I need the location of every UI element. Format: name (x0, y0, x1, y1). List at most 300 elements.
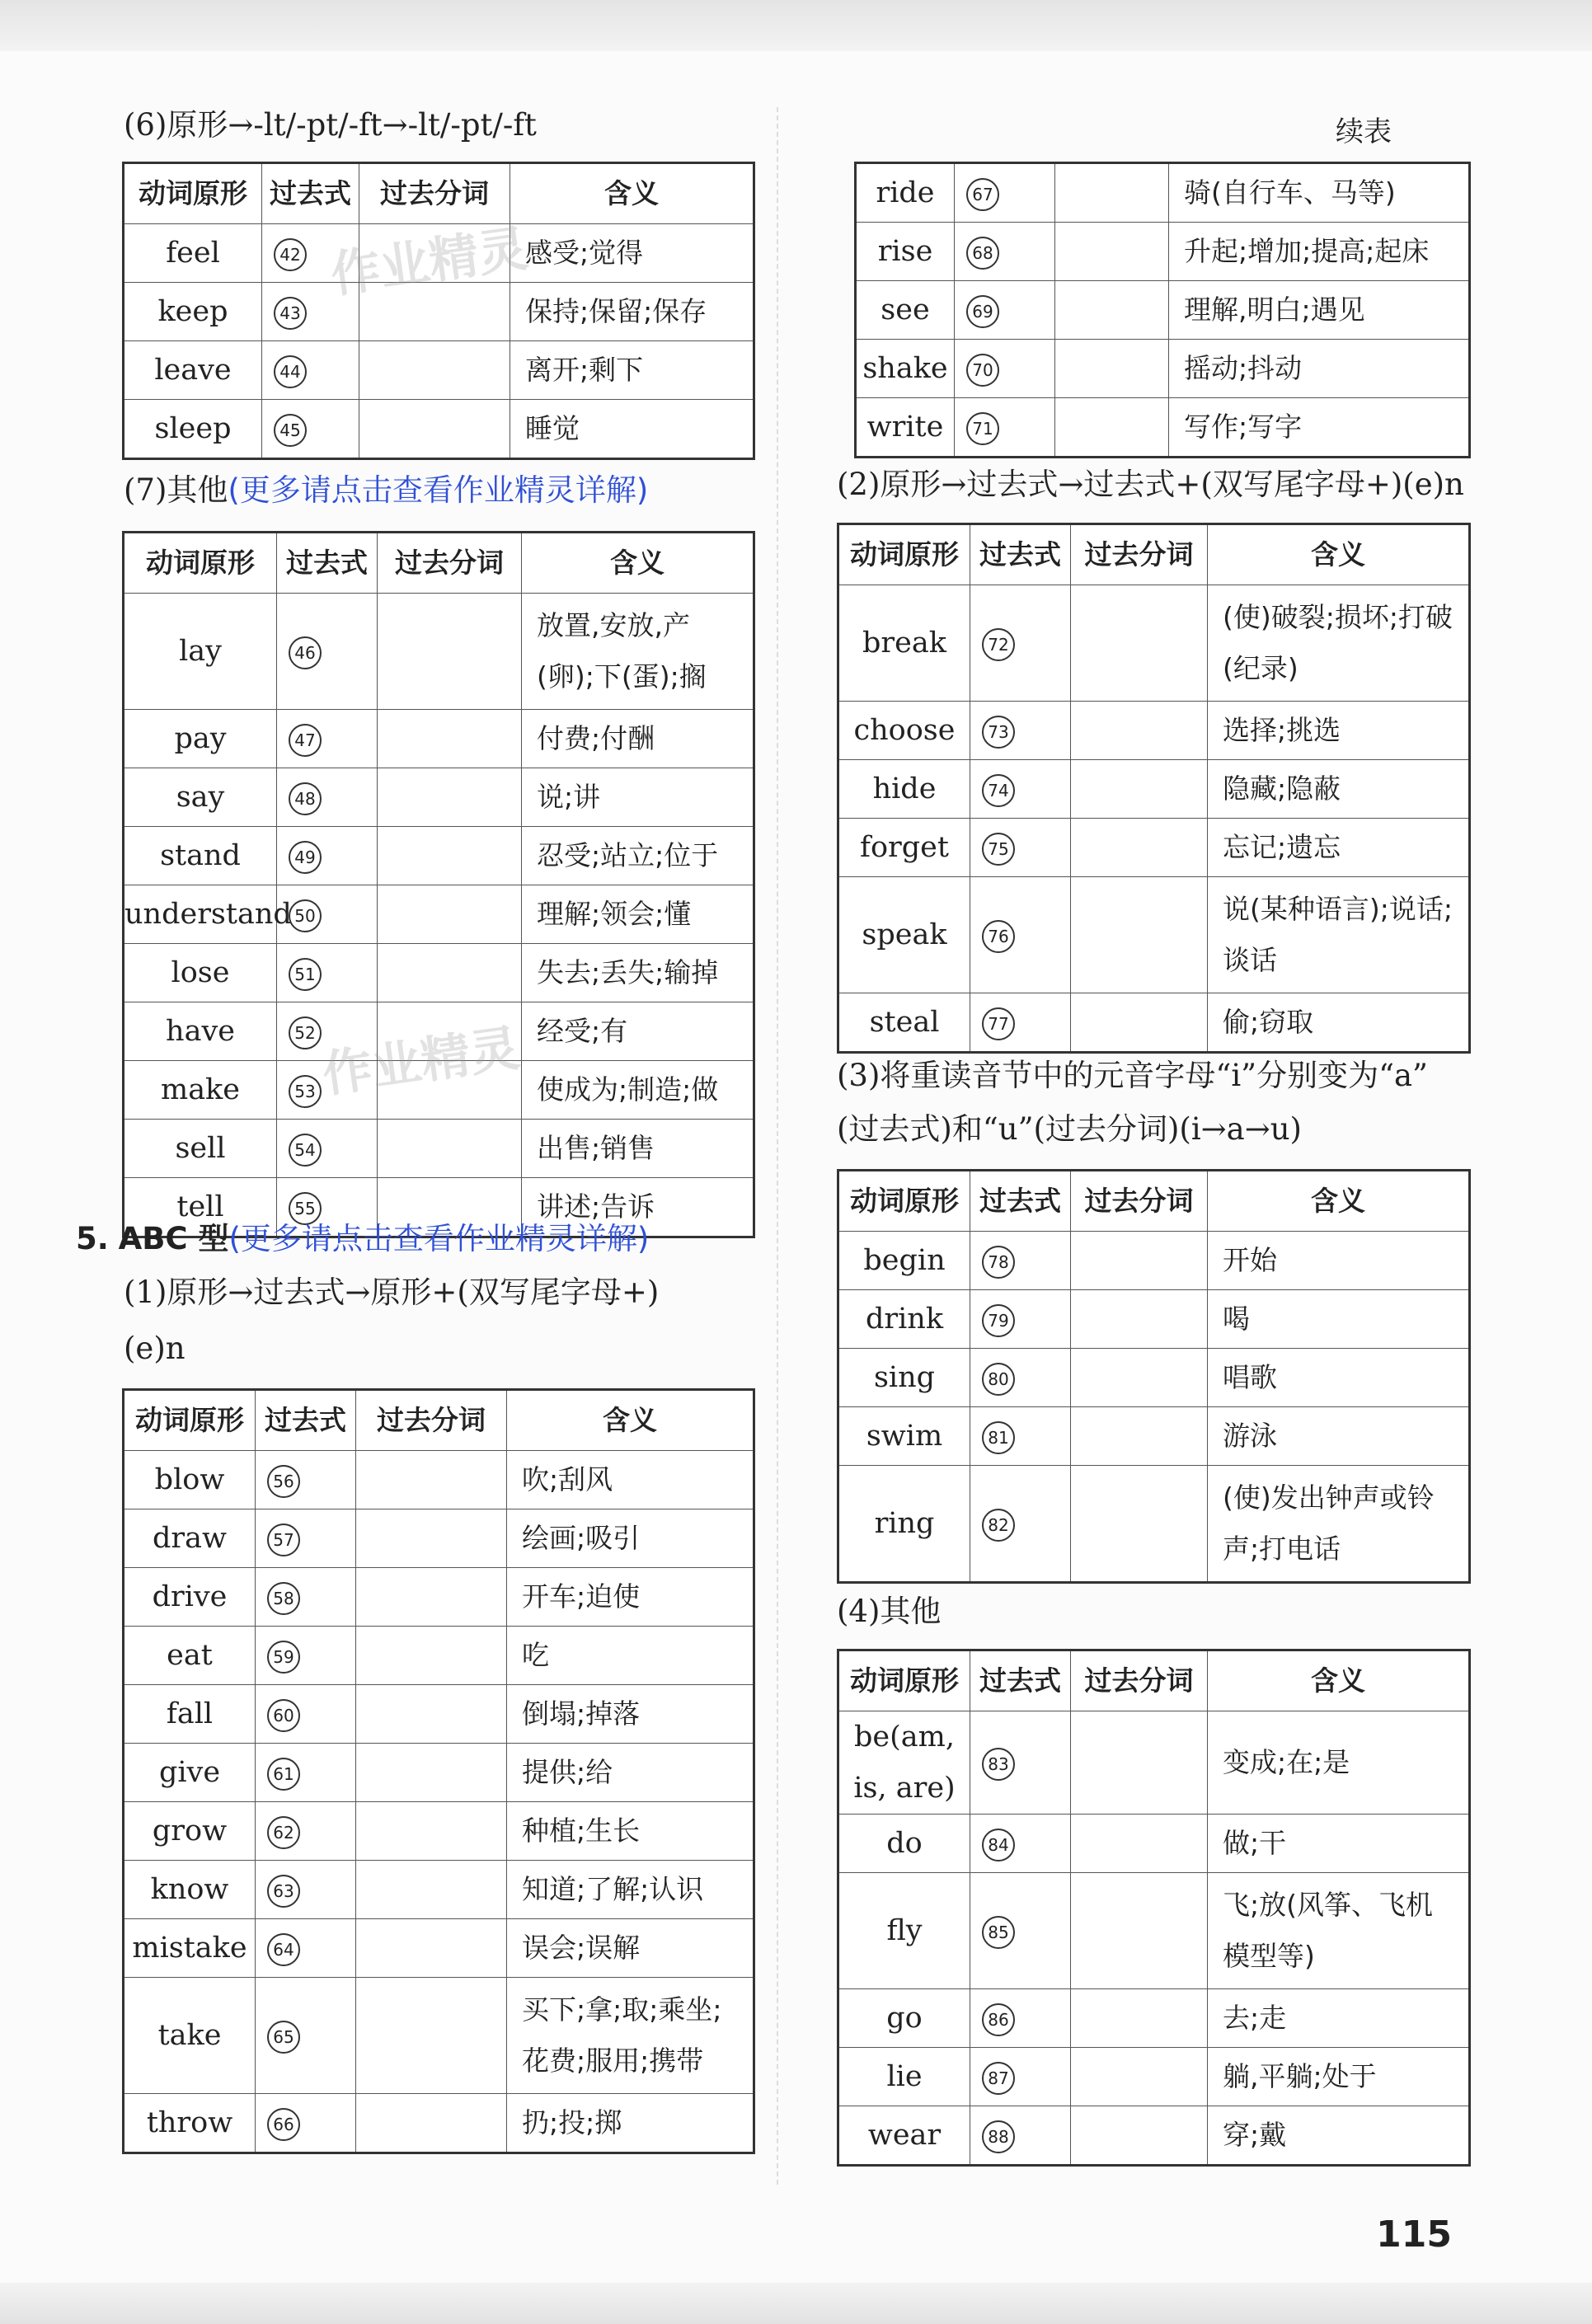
past-tense-blank[interactable] (955, 223, 1055, 281)
verb-cell: keep (124, 283, 262, 341)
verb-cell: blow (124, 1451, 256, 1509)
header-past-participle: 过去分词 (1071, 524, 1208, 585)
table-row (124, 827, 754, 885)
past-participle-blank[interactable] (359, 341, 510, 400)
table-row (124, 1568, 754, 1627)
verb-cell: ring (838, 1466, 970, 1583)
meaning-cell: 提供;给 (507, 1744, 754, 1802)
past-participle-blank[interactable] (356, 1802, 507, 1861)
blank-number: 62 (267, 1816, 300, 1849)
verb-cell: begin (838, 1232, 970, 1290)
verb-cell: speak (838, 877, 970, 993)
past-participle-blank[interactable] (378, 944, 522, 1002)
past-tense-blank[interactable] (955, 163, 1055, 223)
verb-cell: choose (838, 702, 970, 760)
past-participle-blank[interactable] (359, 400, 510, 459)
past-tense-blank[interactable] (256, 1802, 356, 1861)
verb-cell: lose (124, 944, 277, 1002)
sub3-title-line2: (过去式)和“u”(过去分词)(i→a→u) (837, 1111, 1302, 1147)
past-participle-blank[interactable] (356, 1509, 507, 1568)
meaning-cell: 偷;窃取 (1208, 993, 1470, 1053)
verb-cell: ride (856, 163, 955, 223)
blank-number: 71 (966, 412, 999, 445)
verb-cell: throw (124, 2094, 256, 2153)
meaning-cell: 吃 (507, 1627, 754, 1685)
past-participle-blank[interactable] (1071, 585, 1208, 702)
header-verb: 动词原形 (838, 524, 970, 585)
past-participle-blank[interactable] (1071, 877, 1208, 993)
blank-number: 46 (289, 636, 322, 669)
table-row (838, 1989, 1470, 2048)
header-past-participle: 过去分词 (359, 163, 510, 224)
table-5-2 (837, 523, 1471, 1054)
blank-number: 87 (982, 2062, 1015, 2095)
past-participle-blank[interactable] (356, 1685, 507, 1744)
blank-number: 60 (267, 1699, 300, 1732)
past-tense-blank[interactable] (277, 827, 378, 885)
table-row (124, 1978, 754, 2094)
header-meaning: 含义 (510, 163, 754, 224)
meaning-cell: 忘记;遗忘 (1208, 819, 1470, 877)
table-row (124, 1509, 754, 1568)
blank-number: 85 (982, 1916, 1015, 1949)
past-participle-blank[interactable] (356, 1978, 507, 2094)
sub4-title: (4)其他 (837, 1594, 942, 1629)
sub1-title-line1: (1)原形→过去式→原形+(双写尾字母+) (124, 1275, 660, 1310)
header-verb: 动词原形 (838, 1650, 970, 1711)
blank-number: 52 (289, 1016, 322, 1049)
verb-cell: grow (124, 1802, 256, 1861)
verb-cell: lie (838, 2048, 970, 2106)
header-meaning: 含义 (1208, 524, 1470, 585)
blank-number: 88 (982, 2120, 1015, 2153)
past-tense-blank[interactable] (277, 1120, 378, 1178)
header-verb: 动词原形 (124, 163, 262, 224)
blank-number: 84 (982, 1829, 1015, 1862)
header-past-participle: 过去分词 (1071, 1650, 1208, 1711)
table-row (856, 223, 1470, 281)
past-participle-blank[interactable] (1055, 163, 1169, 223)
section-5-detail-link[interactable]: (更多请点击查看作业精灵详解) (228, 1221, 650, 1256)
meaning-cell: 喝 (1208, 1290, 1470, 1349)
blank-number: 65 (267, 2021, 300, 2054)
table-row (124, 710, 754, 768)
blank-number: 81 (982, 1421, 1015, 1454)
blank-number: 54 (289, 1134, 322, 1167)
meaning-cell: 开车;迫使 (507, 1568, 754, 1627)
verb-cell: leave (124, 341, 262, 400)
meaning-cell: 经受;有 (522, 1002, 754, 1061)
table-row (838, 877, 1470, 993)
past-participle-blank[interactable] (356, 1744, 507, 1802)
past-participle-blank[interactable] (1071, 2048, 1208, 2106)
table-row (856, 163, 1470, 223)
meaning-cell: 去;走 (1208, 1989, 1470, 2048)
past-tense-blank[interactable] (256, 1861, 356, 1919)
header-past: 过去式 (970, 1650, 1071, 1711)
meaning-cell: 骑(自行车、马等) (1169, 163, 1470, 223)
table-row (124, 594, 754, 710)
scan-bottom-band (0, 2283, 1592, 2324)
meaning-cell: 躺,平躺;处于 (1208, 2048, 1470, 2106)
past-participle-blank[interactable] (1055, 398, 1169, 458)
table-header-row (838, 1171, 1470, 1232)
verb-cell: say (124, 768, 277, 827)
watermark-1: 作业精灵 (326, 219, 532, 305)
table-row (124, 1919, 754, 1978)
sub2-title: (2)原形→过去式→过去式+(双写尾字母+)(e)n (837, 467, 1464, 502)
blank-number: 74 (982, 774, 1015, 807)
header-past-participle: 过去分词 (356, 1390, 507, 1451)
verb-cell: sell (124, 1120, 277, 1178)
table-row (838, 585, 1470, 702)
meaning-cell: 吹;刮风 (507, 1451, 754, 1509)
meaning-cell: 倒塌;掉落 (507, 1685, 754, 1744)
blank-number: 56 (267, 1465, 300, 1498)
past-tense-blank[interactable] (277, 768, 378, 827)
past-participle-blank[interactable] (1071, 702, 1208, 760)
past-participle-blank[interactable] (1071, 1407, 1208, 1466)
blank-number: 77 (982, 1007, 1015, 1040)
blank-number: 51 (289, 958, 322, 991)
blank-number: 79 (982, 1304, 1015, 1337)
meaning-cell: 付费;付酬 (522, 710, 754, 768)
meaning-cell: 种植;生长 (507, 1802, 754, 1861)
verb-cell: be(am, is, are) (838, 1711, 970, 1815)
past-tense-blank[interactable] (955, 340, 1055, 398)
meaning-cell: 理解;领会;懂 (522, 885, 754, 944)
table-row (124, 944, 754, 1002)
verb-cell: steal (838, 993, 970, 1053)
verb-cell: break (838, 585, 970, 702)
past-participle-blank[interactable] (378, 594, 522, 710)
table-row (838, 1815, 1470, 1873)
past-tense-blank[interactable] (256, 1744, 356, 1802)
past-participle-blank[interactable] (378, 768, 522, 827)
verb-cell: do (838, 1815, 970, 1873)
blank-number: 64 (267, 1933, 300, 1966)
header-meaning: 含义 (1208, 1171, 1470, 1232)
table-row (124, 2094, 754, 2153)
table-row (856, 281, 1470, 340)
table-row (124, 400, 754, 459)
verb-cell: fly (838, 1873, 970, 1989)
past-tense-blank[interactable] (256, 1627, 356, 1685)
past-tense-blank[interactable] (970, 1232, 1071, 1290)
meaning-cell: 写作;写字 (1169, 398, 1470, 458)
blank-number: 69 (966, 295, 999, 328)
table-row (838, 760, 1470, 819)
section-5-title: ABC 型 (118, 1221, 229, 1256)
meaning-cell: 知道;了解;认识 (507, 1861, 754, 1919)
table-row (856, 340, 1470, 398)
past-participle-blank[interactable] (378, 710, 522, 768)
meaning-cell: 放置,安放,产(卵);下(蛋);搁 (522, 594, 754, 710)
past-tense-blank[interactable] (256, 1509, 356, 1568)
table-6 (122, 162, 755, 460)
past-tense-blank[interactable] (277, 710, 378, 768)
verb-cell: pay (124, 710, 277, 768)
past-tense-blank[interactable] (970, 1290, 1071, 1349)
verb-cell: tell (124, 1178, 277, 1237)
meaning-cell: 飞;放(风筝、飞机模型等) (1208, 1873, 1470, 1989)
table-header-row (124, 533, 754, 594)
past-tense-blank[interactable] (970, 2106, 1071, 2166)
verb-cell: make (124, 1061, 277, 1120)
verb-cell: write (856, 398, 955, 458)
past-tense-blank[interactable] (970, 877, 1071, 993)
verb-cell: lay (124, 594, 277, 710)
past-participle-blank[interactable] (378, 885, 522, 944)
past-participle-blank[interactable] (1071, 1466, 1208, 1583)
blank-number: 55 (289, 1192, 322, 1225)
meaning-cell: 唱歌 (1208, 1349, 1470, 1407)
verb-cell: hide (838, 760, 970, 819)
blank-number: 67 (966, 178, 999, 211)
header-past: 过去式 (970, 1171, 1071, 1232)
verb-cell: drink (838, 1290, 970, 1349)
meaning-cell: 选择;挑选 (1208, 702, 1470, 760)
verb-cell: shake (856, 340, 955, 398)
blank-number: 76 (982, 920, 1015, 953)
table-row (856, 398, 1470, 458)
past-participle-blank[interactable] (356, 1568, 507, 1627)
sub1-title-line2: (e)n (124, 1331, 185, 1366)
verb-cell: know (124, 1861, 256, 1919)
table-5-4 (837, 1649, 1471, 2167)
continued-label: 续表 (1336, 115, 1392, 148)
past-tense-blank[interactable] (970, 993, 1071, 1053)
blank-number: 68 (966, 237, 999, 270)
verb-cell: stand (124, 827, 277, 885)
header-verb: 动词原形 (124, 533, 277, 594)
section-6-title: (6)原形→-lt/-pt/-ft→-lt/-pt/-ft (124, 107, 537, 143)
table-row (124, 1802, 754, 1861)
table-row (838, 1407, 1470, 1466)
past-tense-blank[interactable] (277, 944, 378, 1002)
blank-number: 78 (982, 1246, 1015, 1279)
blank-number: 66 (267, 2108, 300, 2141)
blank-number: 49 (289, 841, 322, 874)
blank-number: 63 (267, 1875, 300, 1908)
meaning-cell: 使成为;制造;做 (522, 1061, 754, 1120)
past-participle-blank[interactable] (1055, 281, 1169, 340)
verb-cell: wear (838, 2106, 970, 2166)
meaning-cell: 保持;保留;保存 (510, 283, 754, 341)
header-past-participle: 过去分词 (378, 533, 522, 594)
scan-top-band (0, 0, 1592, 51)
past-participle-blank[interactable] (1071, 1989, 1208, 2048)
blank-number: 42 (274, 238, 307, 271)
header-past: 过去式 (277, 533, 378, 594)
blank-number: 48 (289, 782, 322, 815)
section-7-detail-link[interactable]: (更多请点击查看作业精灵详解) (228, 472, 649, 508)
past-tense-blank[interactable] (970, 2048, 1071, 2106)
meaning-cell: 离开;剩下 (510, 341, 754, 400)
past-tense-blank[interactable] (970, 760, 1071, 819)
past-participle-blank[interactable] (1071, 1873, 1208, 1989)
table-header-row (124, 1390, 754, 1451)
verb-cell: drive (124, 1568, 256, 1627)
blank-number: 80 (982, 1363, 1015, 1396)
verb-cell: see (856, 281, 955, 340)
past-tense-blank[interactable] (256, 1568, 356, 1627)
past-tense-blank[interactable] (262, 400, 359, 459)
past-participle-blank[interactable] (356, 2094, 507, 2153)
past-participle-blank[interactable] (1071, 2106, 1208, 2166)
blank-number: 70 (966, 354, 999, 387)
blank-number: 86 (982, 2003, 1015, 2036)
header-meaning: 含义 (507, 1390, 754, 1451)
past-tense-blank[interactable] (256, 1685, 356, 1744)
blank-number: 75 (982, 833, 1015, 866)
verb-cell: give (124, 1744, 256, 1802)
table-header-row (838, 1650, 1470, 1711)
past-tense-blank[interactable] (970, 585, 1071, 702)
verb-cell: have (124, 1002, 277, 1061)
verb-cell: go (838, 1989, 970, 2048)
past-tense-blank[interactable] (970, 1349, 1071, 1407)
past-participle-blank[interactable] (1055, 223, 1169, 281)
past-participle-blank[interactable] (356, 1451, 507, 1509)
section-5-number: 5. (76, 1221, 109, 1256)
section-5-heading (76, 1221, 649, 1257)
blank-number: 72 (982, 628, 1015, 661)
header-past: 过去式 (256, 1390, 356, 1451)
verb-cell: understand (124, 885, 277, 944)
meaning-cell: 变成;在;是 (1208, 1711, 1470, 1815)
past-tense-blank[interactable] (970, 1989, 1071, 2048)
past-participle-blank[interactable] (356, 1861, 507, 1919)
past-participle-blank[interactable] (1071, 1232, 1208, 1290)
past-tense-blank[interactable] (256, 1919, 356, 1978)
section-7-title: (7)其他 (124, 472, 228, 508)
verb-cell: swim (838, 1407, 970, 1466)
meaning-cell: 做;干 (1208, 1815, 1470, 1873)
verb-cell: forget (838, 819, 970, 877)
meaning-cell: 睡觉 (510, 400, 754, 459)
table-header-row (838, 524, 1470, 585)
table-row (124, 1744, 754, 1802)
table-header-row (124, 163, 754, 224)
meaning-cell: 开始 (1208, 1232, 1470, 1290)
blank-number: 83 (982, 1748, 1015, 1781)
watermark-2: 作业精灵 (318, 1019, 524, 1105)
past-tense-blank[interactable] (256, 1978, 356, 2094)
past-participle-blank[interactable] (356, 1627, 507, 1685)
meaning-cell: 说;讲 (522, 768, 754, 827)
past-participle-blank[interactable] (1071, 819, 1208, 877)
meaning-cell: 升起;增加;提高;起床 (1169, 223, 1470, 281)
header-past: 过去式 (262, 163, 359, 224)
column-divider (777, 107, 778, 2185)
blank-number: 43 (274, 297, 307, 330)
past-participle-blank[interactable] (378, 827, 522, 885)
sub3-title-line1: (3)将重读音节中的元音字母“i”分别变为“a” (837, 1058, 1428, 1093)
header-meaning: 含义 (1208, 1650, 1470, 1711)
section-7-heading (124, 472, 648, 509)
table-row (838, 1290, 1470, 1349)
table-row (838, 819, 1470, 877)
header-verb: 动词原形 (838, 1171, 970, 1232)
past-tense-blank[interactable] (955, 281, 1055, 340)
past-tense-blank[interactable] (277, 885, 378, 944)
verb-cell: sing (838, 1349, 970, 1407)
blank-number: 57 (267, 1524, 300, 1556)
past-tense-blank[interactable] (970, 1407, 1071, 1466)
past-tense-blank[interactable] (256, 2094, 356, 2153)
past-tense-blank[interactable] (970, 1466, 1071, 1583)
blank-number: 61 (267, 1758, 300, 1791)
header-verb: 动词原形 (124, 1390, 256, 1451)
table-row (838, 1349, 1470, 1407)
meaning-cell: 忍受;站立;位于 (522, 827, 754, 885)
verb-cell: take (124, 1978, 256, 2094)
blank-number: 58 (267, 1582, 300, 1615)
past-participle-blank[interactable] (1071, 993, 1208, 1053)
table-row (838, 1711, 1470, 1815)
meaning-cell: 失去;丢失;输掉 (522, 944, 754, 1002)
past-tense-blank[interactable] (970, 819, 1071, 877)
meaning-cell: (使)发出钟声或铃声;打电话 (1208, 1466, 1470, 1583)
past-tense-blank[interactable] (256, 1451, 356, 1509)
table-row (124, 1861, 754, 1919)
table-row (838, 2048, 1470, 2106)
blank-number: 47 (289, 724, 322, 757)
table-5-1-continued (854, 162, 1471, 458)
past-participle-blank[interactable] (1071, 1290, 1208, 1349)
table-row (124, 885, 754, 944)
verb-cell: sleep (124, 400, 262, 459)
table-row (124, 1120, 754, 1178)
meaning-cell: 理解,明白;遇见 (1169, 281, 1470, 340)
table-row (838, 993, 1470, 1053)
meaning-cell: 游泳 (1208, 1407, 1470, 1466)
past-participle-blank[interactable] (1071, 1815, 1208, 1873)
header-meaning: 含义 (522, 533, 754, 594)
blank-number: 44 (274, 355, 307, 388)
past-participle-blank[interactable] (1071, 1711, 1208, 1815)
past-tense-blank[interactable] (970, 702, 1071, 760)
table-5-1 (122, 1388, 755, 2154)
table-row (838, 702, 1470, 760)
table-row (838, 1232, 1470, 1290)
table-5-3 (837, 1169, 1471, 1584)
past-participle-blank[interactable] (378, 1120, 522, 1178)
past-tense-blank[interactable] (970, 1711, 1071, 1815)
past-tense-blank[interactable] (277, 594, 378, 710)
past-tense-blank[interactable] (970, 1873, 1071, 1989)
meaning-cell: 绘画;吸引 (507, 1509, 754, 1568)
past-participle-blank[interactable] (1071, 760, 1208, 819)
table-7 (122, 531, 755, 1238)
page-number: 115 (1376, 2214, 1452, 2256)
past-participle-blank[interactable] (1055, 340, 1169, 398)
table-row (838, 2106, 1470, 2166)
verb-cell: rise (856, 223, 955, 281)
meaning-cell: 出售;销售 (522, 1120, 754, 1178)
table-row (124, 1685, 754, 1744)
past-tense-blank[interactable] (262, 341, 359, 400)
past-participle-blank[interactable] (1071, 1349, 1208, 1407)
past-tense-blank[interactable] (955, 398, 1055, 458)
table-row (124, 341, 754, 400)
meaning-cell: 隐藏;隐蔽 (1208, 760, 1470, 819)
meaning-cell: 误会;误解 (507, 1919, 754, 1978)
verb-cell: draw (124, 1509, 256, 1568)
past-participle-blank[interactable] (356, 1919, 507, 1978)
past-tense-blank[interactable] (970, 1815, 1071, 1873)
